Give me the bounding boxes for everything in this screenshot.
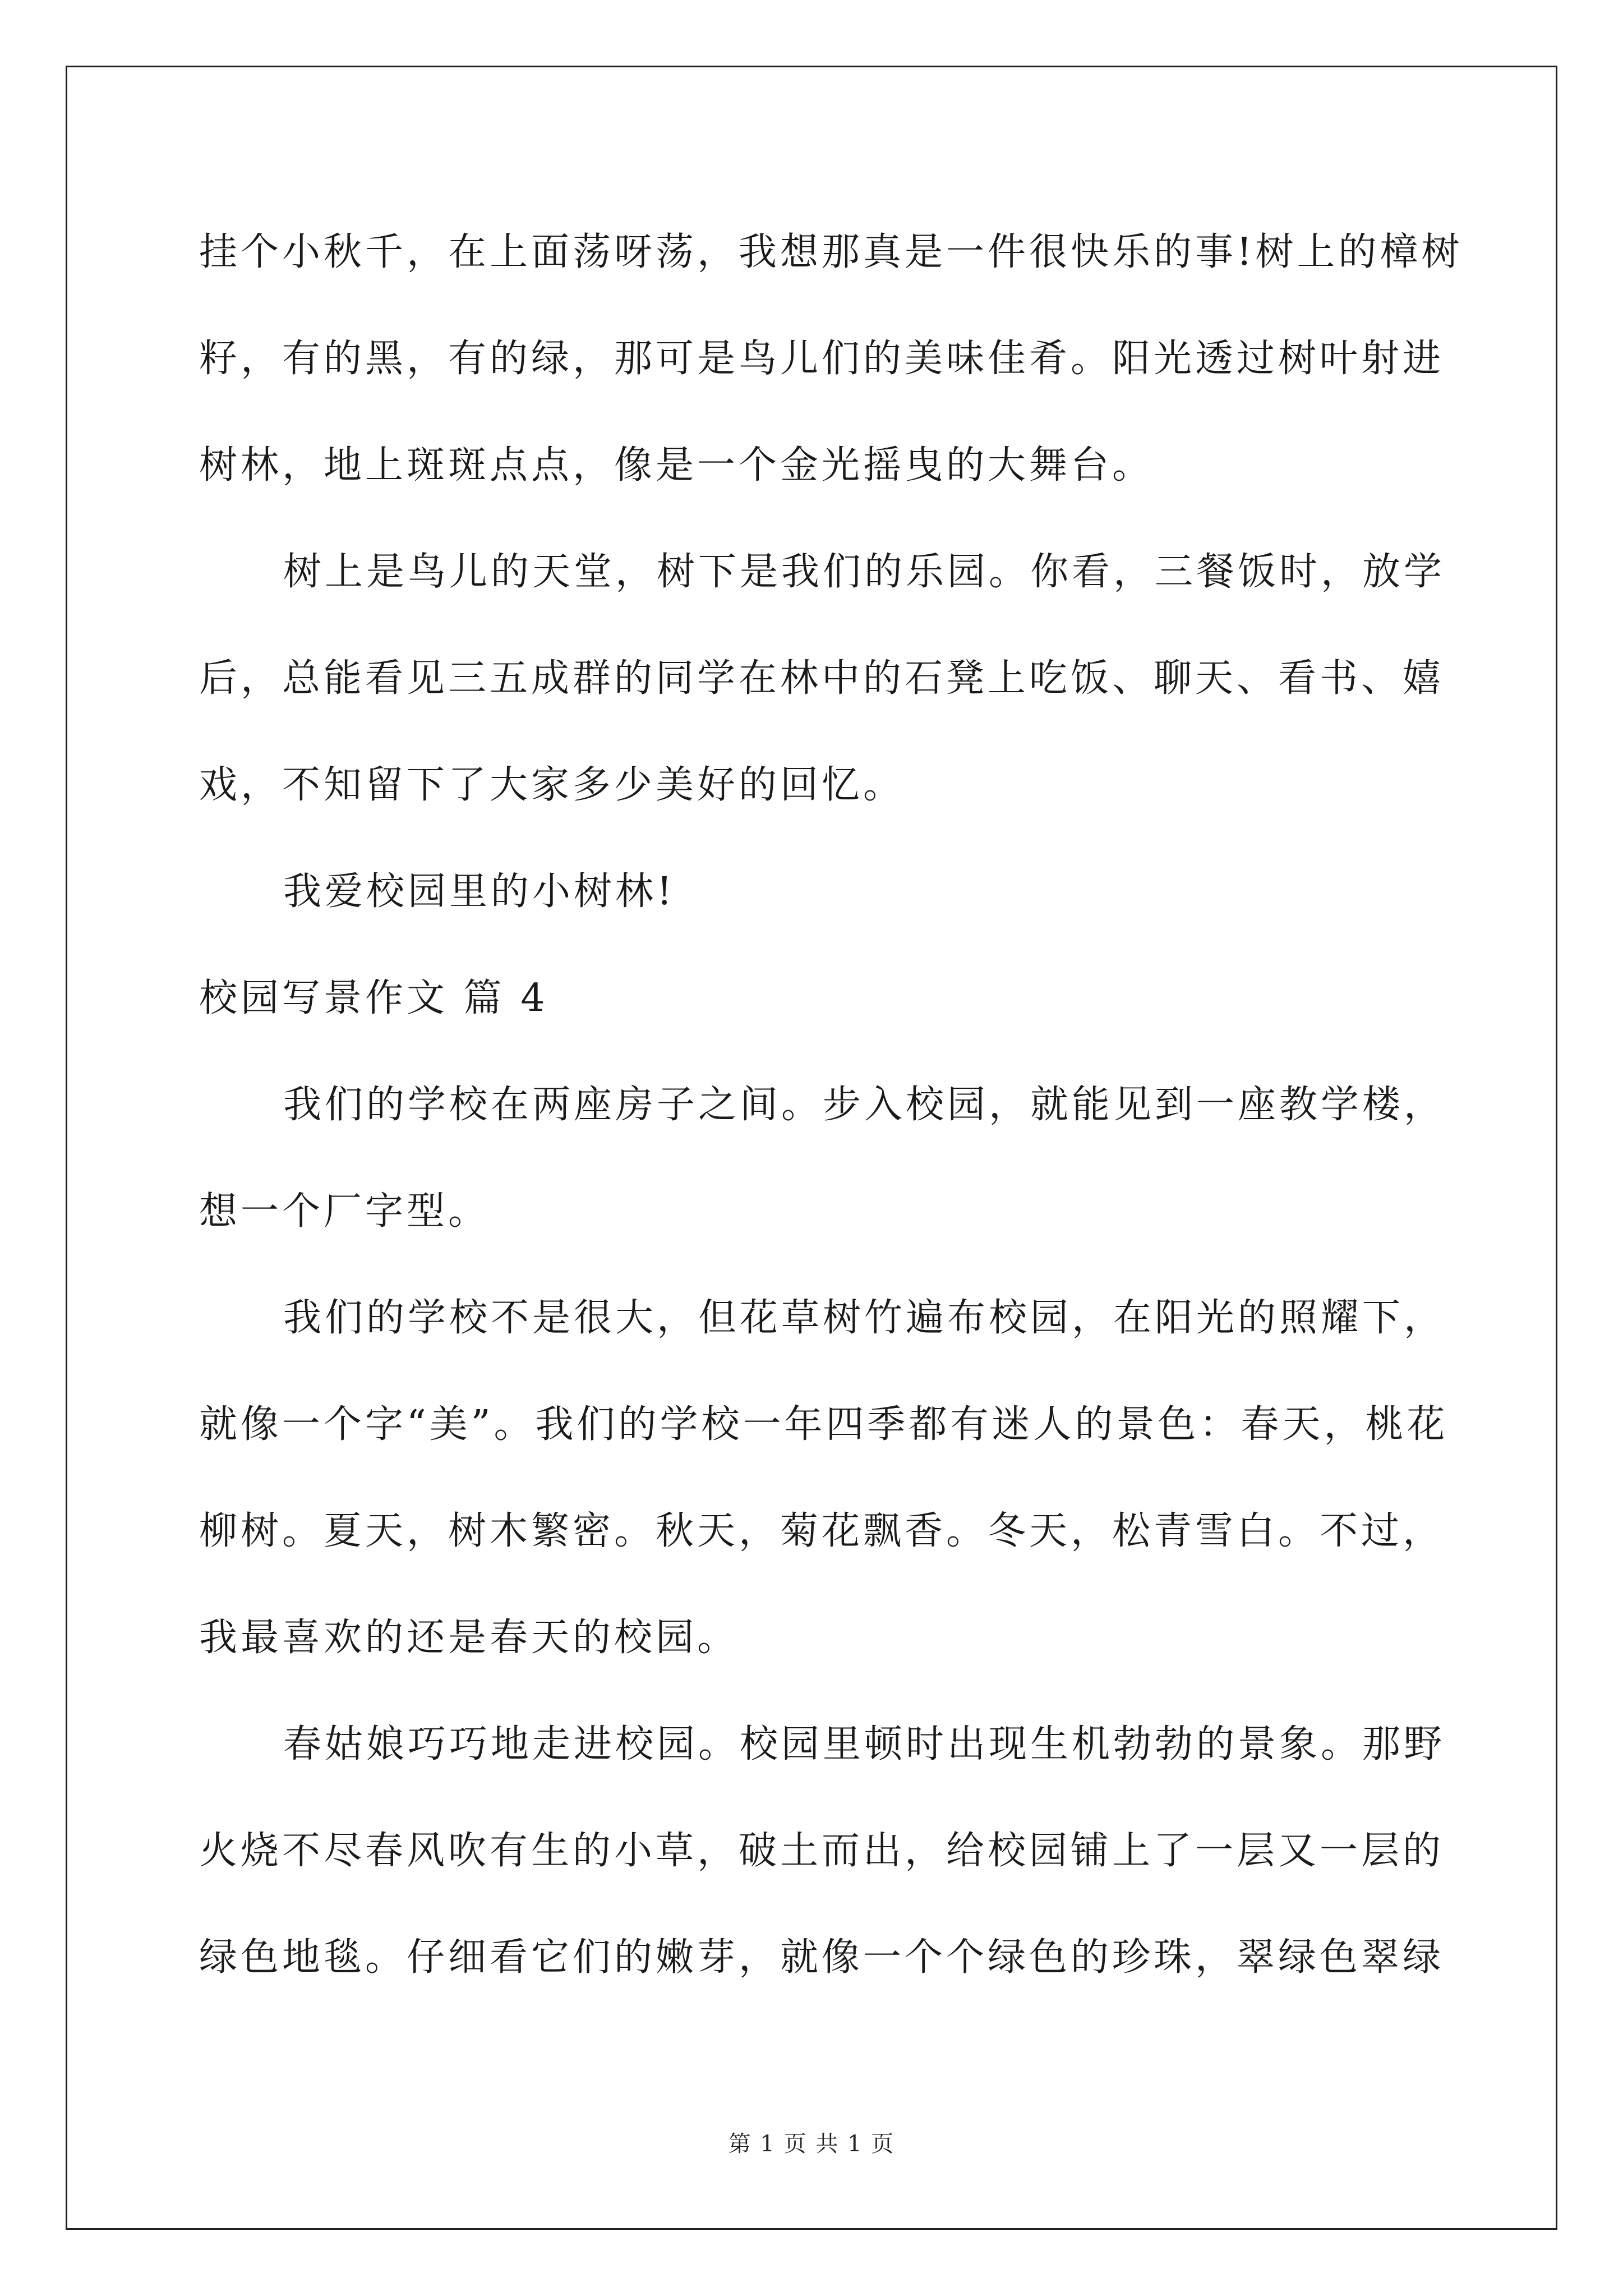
- text-line: 树林，地上斑斑点点，像是一个金光摇曳的大舞台。: [199, 443, 1154, 487]
- text-line: 我最喜欢的还是春天的校园。: [199, 1616, 739, 1660]
- document-body: [199, 199, 1463, 2011]
- paragraph-start-line: 我们的学校在两座房子之间。步入校园，就能见到一座教学楼，: [283, 1083, 1446, 1127]
- section-heading: 校园写景作文 篇 4: [199, 976, 548, 1020]
- text-line: 戏，不知留下了大家多少美好的回忆。: [199, 763, 905, 807]
- text-line: 火烧不尽春风吹有生的小草，破土而出，给校园铺上了一层又一层的: [199, 1829, 1445, 1873]
- text-line: 想一个厂字型。: [199, 1189, 490, 1234]
- page-footer: 第 1 页 共 1 页: [728, 2131, 895, 2157]
- paragraph-start-line: 我爱校园里的小树林!: [283, 869, 676, 914]
- text-line: 柳树。夏天，树木繁密。秋天，菊花飘香。冬天，松青雪白。不过，: [199, 1509, 1445, 1553]
- text-line: 就像一个字“美”。我们的学校一年四季都有迷人的景色：春天，桃花: [199, 1402, 1449, 1447]
- paragraph-start-line: 树上是鸟儿的天堂，树下是我们的乐园。你看，三餐饭时，放学: [283, 550, 1446, 594]
- text-line: 后，总能看见三五成群的同学在林中的石凳上吃饭、聊天、看书、嬉: [199, 656, 1445, 701]
- paragraph-start-line: 春姑娘巧巧地走进校园。校园里顿时出现生机勃勃的景象。那野: [283, 1722, 1446, 1766]
- text-line: 籽，有的黑，有的绿，那可是鸟儿们的美味佳肴。阳光透过树叶射进: [199, 337, 1445, 381]
- text-line: 绿色地毯。仔细看它们的嫩芽，就像一个个绿色的珍珠，翠绿色翠绿: [199, 1935, 1445, 1980]
- paragraph-start-line: 我们的学校不是很大，但花草树竹遍布校园，在阳光的照耀下，: [283, 1296, 1446, 1340]
- text-line: 挂个小秋千，在上面荡呀荡，我想那真是一件很快乐的事!树上的樟树: [199, 230, 1463, 274]
